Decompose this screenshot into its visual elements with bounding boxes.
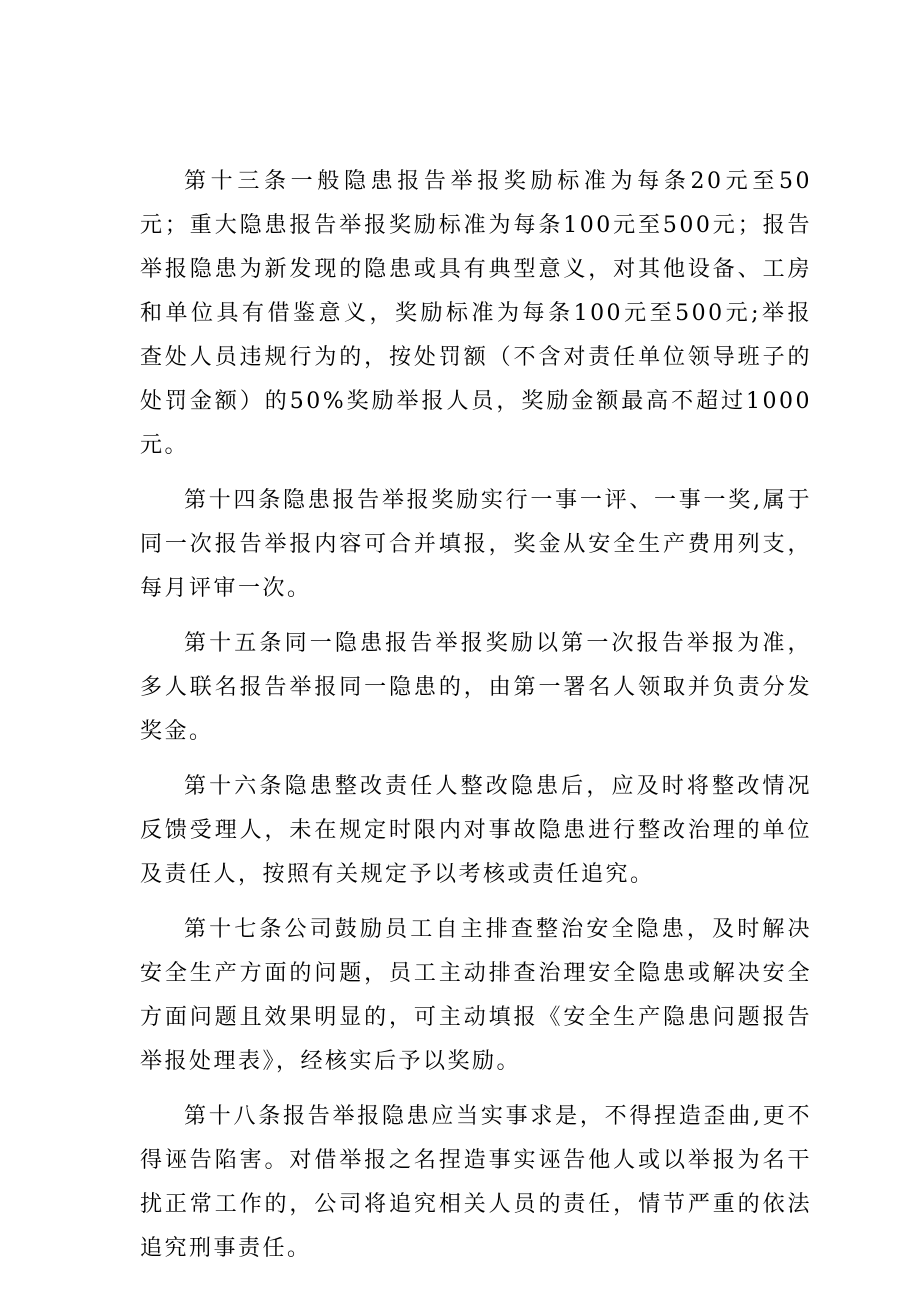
article-18-paragraph: 第十八条报告举报隐患应当实事求是，不得捏造歪曲,更不得诬告陷害。对借举报之名捏造事实诬告他人或以举报为名干扰正常工作的，公司将追究相关人员的责任，情节严重的依法追究刑事责任。 bbox=[140, 1104, 812, 1261]
article-17-paragraph: 第十七条公司鼓励员工自主排查整治安全隐患，及时解决安全生产方面的问题，员工主动排查治理安全隐患或解决安全方面问题且效果明显的，可主动填报《安全生产隐患问题报告举报处理表》，经核实后予以奖励。 bbox=[140, 917, 812, 1074]
article-13-paragraph: 第十三条一般隐患报告举报奖励标准为每条20元至50元；重大隐患报告举报奖励标准为每条100元至500元；报告举报隐患为新发现的隐患或具有典型意义，对其他设备、工房和单位具有借鉴意义，奖励标准为每条100元至500元;举报查处人员违规行为的，按处罚额（不含对责任单位领导班子的处罚金额）的50%奖励举报人员，奖励金额最高不超过1000元。 bbox=[140, 169, 812, 458]
article-15-paragraph: 第十五条同一隐患报告举报奖励以第一次报告举报为准，多人联名报告举报同一隐患的，由第一署名人领取并负责分发奖金。 bbox=[140, 631, 812, 744]
document-body bbox=[140, 160, 812, 1282]
article-14-paragraph: 第十四条隐患报告举报奖励实行一事一评、一事一奖,属于同一次报告举报内容可合并填报，奖金从安全生产费用列支，每月评审一次。 bbox=[140, 488, 812, 601]
article-16-paragraph: 第十六条隐患整改责任人整改隐患后，应及时将整改情况反馈受理人，未在规定时限内对事故隐患进行整改治理的单位及责任人，按照有关规定予以考核或责任追究。 bbox=[140, 774, 812, 887]
